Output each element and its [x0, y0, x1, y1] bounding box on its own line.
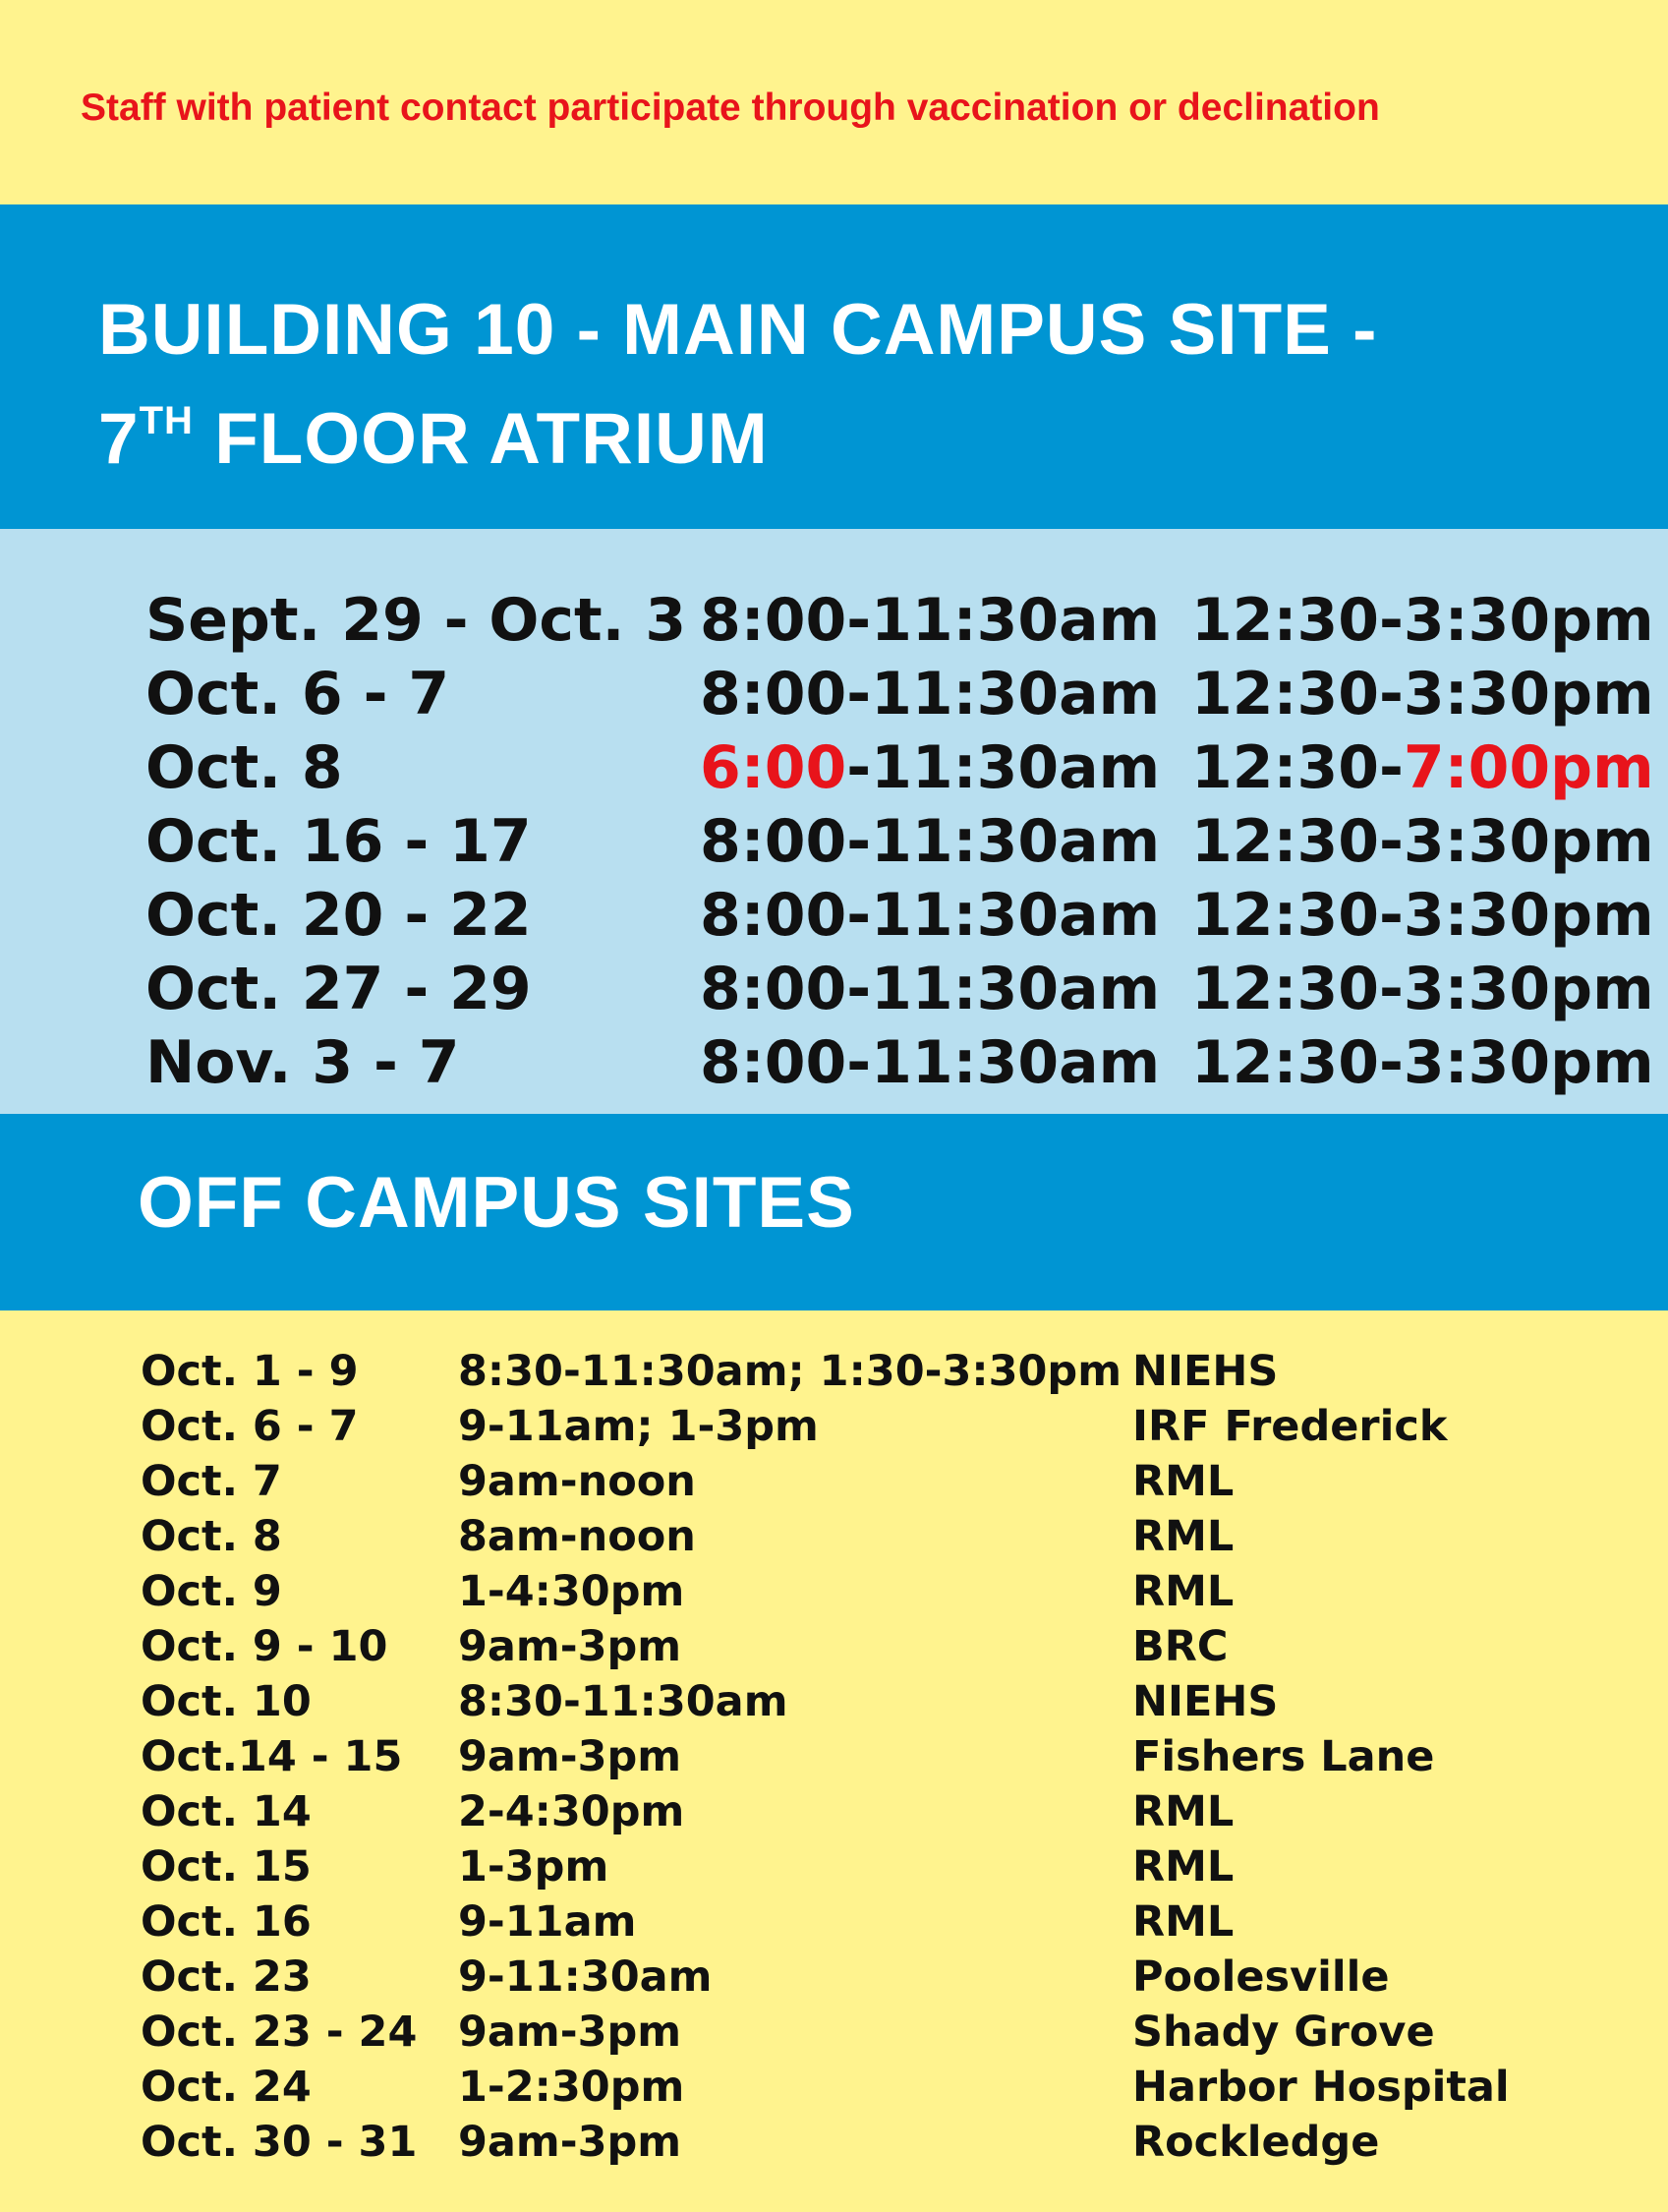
row-dates: Oct. 9	[141, 1567, 282, 1616]
row-site: Poolesville	[1132, 1952, 1390, 2002]
off-campus-row	[0, 2008, 1668, 2057]
off-campus-row	[0, 1952, 1668, 2002]
row-morning-hours: 8:00-11:30am	[700, 881, 1161, 950]
morning-end-time: -11:30am	[846, 733, 1161, 802]
row-afternoon-hours: 12:30-3:30pm	[1191, 955, 1654, 1023]
row-site: NIEHS	[1132, 1677, 1279, 1726]
off-campus-row	[0, 1512, 1668, 1561]
row-hours: 9am-noon	[458, 1457, 696, 1506]
off-campus-row	[0, 2063, 1668, 2112]
off-campus-row	[0, 2118, 1668, 2167]
row-hours: 9am-3pm	[458, 2118, 682, 2167]
row-dates: Oct. 20 - 22	[145, 881, 532, 950]
row-hours: 9am-3pm	[458, 2008, 682, 2057]
row-hours: 9am-3pm	[458, 1732, 682, 1781]
main-schedule-row	[0, 660, 1668, 733]
off-campus-row	[0, 1457, 1668, 1506]
row-hours: 2-4:30pm	[458, 1787, 685, 1836]
row-dates: Oct. 9 - 10	[141, 1622, 388, 1671]
row-site: RML	[1132, 1457, 1235, 1506]
main-schedule-row	[0, 955, 1668, 1028]
row-morning-hours: 8:00-11:30am	[700, 1028, 1161, 1097]
off-campus-row	[0, 1677, 1668, 1726]
main-schedule-row	[0, 586, 1668, 660]
row-hours: 9am-3pm	[458, 1622, 682, 1671]
participation-notice: Staff with patient contact participate through vaccination or declination	[81, 87, 1380, 129]
row-site: Rockledge	[1132, 2118, 1380, 2167]
row-morning-hours: 8:00-11:30am	[700, 586, 1161, 655]
row-site: NIEHS	[1132, 1347, 1279, 1396]
afternoon-start-time: 12:30-	[1191, 733, 1404, 802]
row-dates: Oct. 16 - 17	[145, 807, 532, 876]
row-dates: Oct.14 - 15	[141, 1732, 403, 1781]
row-dates: Oct. 16	[141, 1897, 312, 1947]
main-schedule-row	[0, 807, 1668, 881]
main-campus-title	[98, 285, 1377, 485]
off-campus-row	[0, 1347, 1668, 1396]
row-dates: Oct. 8	[141, 1512, 282, 1561]
row-hours: 1-2:30pm	[458, 2063, 685, 2112]
floor-suffix: TH	[139, 399, 194, 442]
off-campus-row	[0, 1732, 1668, 1781]
row-dates: Oct. 6 - 7	[141, 1402, 359, 1451]
row-hours: 8am-noon	[458, 1512, 696, 1561]
row-hours: 9-11am	[458, 1897, 637, 1947]
row-hours: 9-11am; 1-3pm	[458, 1402, 819, 1451]
row-dates: Oct. 15	[141, 1842, 312, 1892]
row-dates: Oct. 14	[141, 1787, 312, 1836]
row-afternoon-hours: 12:30-3:30pm	[1191, 1028, 1654, 1097]
row-morning-hours: 8:00-11:30am	[700, 955, 1161, 1023]
main-schedule-row	[0, 733, 1668, 807]
off-campus-row	[0, 1567, 1668, 1616]
row-morning-hours	[700, 733, 1160, 802]
row-morning-hours: 8:00-11:30am	[700, 807, 1161, 876]
main-campus-title-line2	[98, 376, 1377, 485]
row-hours: 1-3pm	[458, 1842, 609, 1892]
off-campus-row	[0, 1897, 1668, 1947]
row-dates: Oct. 8	[145, 733, 343, 802]
row-dates: Oct. 7	[141, 1457, 282, 1506]
row-dates: Oct. 27 - 29	[145, 955, 532, 1023]
main-schedule-row	[0, 1028, 1668, 1102]
row-site: Harbor Hospital	[1132, 2063, 1510, 2112]
row-dates: Oct. 1 - 9	[141, 1347, 359, 1396]
off-campus-row	[0, 1622, 1668, 1671]
row-hours: 9-11:30am	[458, 1952, 713, 2002]
row-afternoon-hours	[1191, 733, 1654, 802]
row-site: RML	[1132, 1567, 1235, 1616]
row-site: BRC	[1132, 1622, 1229, 1671]
row-site: Shady Grove	[1132, 2008, 1435, 2057]
row-dates: Oct. 10	[141, 1677, 312, 1726]
off-campus-row	[0, 1787, 1668, 1836]
off-campus-row	[0, 1402, 1668, 1451]
row-afternoon-hours: 12:30-3:30pm	[1191, 660, 1654, 728]
main-schedule-row	[0, 881, 1668, 955]
off-campus-title: OFF CAMPUS SITES	[138, 1163, 855, 1243]
row-hours: 8:30-11:30am; 1:30-3:30pm	[458, 1347, 1122, 1396]
row-dates: Oct. 6 - 7	[145, 660, 450, 728]
row-afternoon-hours: 12:30-3:30pm	[1191, 807, 1654, 876]
row-afternoon-hours: 12:30-3:30pm	[1191, 586, 1654, 655]
floor-label: FLOOR ATRIUM	[193, 399, 769, 479]
main-campus-title-line1: BUILDING 10 - MAIN CAMPUS SITE -	[98, 290, 1378, 370]
row-dates: Sept. 29 - Oct. 3	[145, 586, 687, 655]
floor-number: 7	[98, 399, 140, 479]
row-dates: Oct. 30 - 31	[141, 2118, 418, 2167]
row-site: IRF Frederick	[1132, 1402, 1448, 1451]
row-dates: Oct. 23	[141, 1952, 312, 2002]
row-site: Fishers Lane	[1132, 1732, 1435, 1781]
row-dates: Nov. 3 - 7	[145, 1028, 460, 1097]
row-site: RML	[1132, 1842, 1235, 1892]
row-afternoon-hours: 12:30-3:30pm	[1191, 881, 1654, 950]
row-site: RML	[1132, 1512, 1235, 1561]
row-site: RML	[1132, 1787, 1235, 1836]
extended-end-time: 7:00pm	[1403, 733, 1654, 802]
row-dates: Oct. 24	[141, 2063, 312, 2112]
extended-start-time: 6:00	[700, 733, 847, 802]
row-morning-hours: 8:00-11:30am	[700, 660, 1161, 728]
row-dates: Oct. 23 - 24	[141, 2008, 418, 2057]
row-hours: 8:30-11:30am	[458, 1677, 788, 1726]
row-hours: 1-4:30pm	[458, 1567, 685, 1616]
off-campus-row	[0, 1842, 1668, 1892]
row-site: RML	[1132, 1897, 1235, 1947]
